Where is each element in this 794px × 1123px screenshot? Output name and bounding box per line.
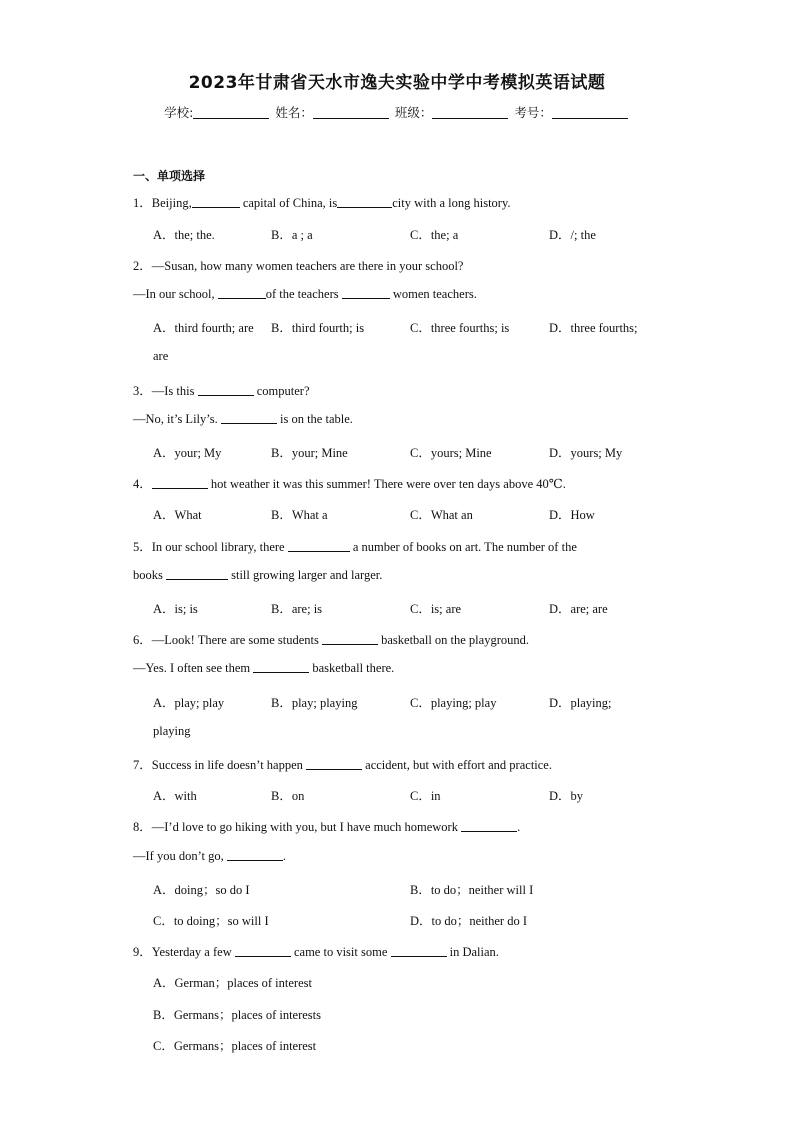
question-number: 4．	[133, 477, 152, 491]
option-4b[interactable]: B．What a	[271, 508, 328, 522]
question-number: 7．	[133, 758, 152, 772]
option-9a[interactable]: A．German；places of interest	[153, 976, 312, 990]
question-2: 2．—Susan, how many women teachers are there in your school?	[133, 259, 464, 273]
option-8c[interactable]: C．to doing；so will I	[153, 914, 269, 928]
option-1a[interactable]: A．the; the.	[153, 228, 215, 242]
question-3: 3．—Is this computer?	[133, 384, 310, 398]
class-blank[interactable]	[432, 106, 508, 119]
option-3a[interactable]: A．your; My	[153, 446, 222, 460]
question-2-reply: —In our school, of the teachers women teachers.	[133, 287, 477, 301]
question-number: 3．	[133, 384, 152, 398]
option-2d-wrap: are	[153, 349, 169, 363]
question-5-cont: books still growing larger and larger.	[133, 568, 383, 582]
school-label: 学校:	[164, 105, 194, 120]
answer-blank	[198, 384, 254, 396]
option-4c[interactable]: C．What an	[410, 508, 473, 522]
option-3b[interactable]: B．your; Mine	[271, 446, 348, 460]
answer-blank	[391, 945, 447, 957]
name-label: 姓名：	[275, 105, 313, 120]
class-label: 班级：	[394, 105, 433, 120]
answer-blank	[166, 568, 228, 580]
question-number: 9．	[133, 945, 152, 959]
option-8d[interactable]: D．to do；neither do I	[410, 914, 527, 928]
option-3c[interactable]: C．yours; Mine	[410, 446, 492, 460]
question-number: 2．	[133, 259, 152, 273]
question-number: 8．	[133, 820, 152, 834]
option-7d[interactable]: D．by	[549, 789, 584, 803]
option-5d[interactable]: D．are; are	[549, 602, 608, 616]
option-6a[interactable]: A．play; play	[153, 696, 225, 710]
option-1c[interactable]: C．the; a	[410, 228, 459, 242]
answer-blank	[342, 287, 390, 299]
answer-blank	[192, 196, 240, 208]
option-6d[interactable]: D．playing;	[549, 696, 612, 710]
answer-blank	[337, 196, 392, 208]
option-3d[interactable]: D．yours; My	[549, 446, 623, 460]
answer-blank	[461, 820, 517, 832]
option-8b[interactable]: B．to do；neither will I	[410, 883, 534, 897]
question-1: 1．Beijing, capital of China, is city with a long history.	[133, 196, 511, 210]
name-blank[interactable]	[313, 106, 389, 119]
option-4d[interactable]: D．How	[549, 508, 595, 522]
option-2a[interactable]: A．third fourth; are	[153, 321, 254, 335]
option-1d[interactable]: D．/; the	[549, 228, 596, 242]
answer-blank	[235, 945, 291, 957]
question-number: 5．	[133, 540, 152, 554]
question-3-reply: —No, it’s Lily’s. is on the table.	[133, 412, 353, 426]
answer-blank	[227, 849, 283, 861]
question-5: 5．In our school library, there a number of books on art. The number of the	[133, 540, 577, 554]
option-7a[interactable]: A．with	[153, 789, 197, 803]
question-9: 9．Yesterday a few came to visit some in Dalian.	[133, 945, 499, 959]
option-6d-wrap: playing	[153, 724, 191, 738]
page-title: 2023年甘肃省天水市逸夫实验中学中考模拟英语试题	[188, 73, 606, 93]
option-5b[interactable]: B．are; is	[271, 602, 323, 616]
option-4a[interactable]: A．What	[153, 508, 202, 522]
answer-blank	[288, 540, 350, 552]
option-7b[interactable]: B．on	[271, 789, 305, 803]
option-6c[interactable]: C．playing; play	[410, 696, 497, 710]
question-6-reply: —Yes. I often see them basketball there.	[133, 661, 395, 675]
question-6: 6．—Look! There are some students basketball on the playground.	[133, 633, 529, 647]
answer-blank	[218, 287, 266, 299]
option-8a[interactable]: A．doing；so do I	[153, 883, 250, 897]
answer-blank	[152, 477, 208, 489]
option-2b[interactable]: B．third fourth; is	[271, 321, 365, 335]
option-7c[interactable]: C．in	[410, 789, 441, 803]
question-4: 4． hot weather it was this summer! There were over ten days above 40℃.	[133, 477, 566, 491]
answer-blank	[253, 661, 309, 673]
id-label: 考号：	[514, 105, 552, 120]
option-9c[interactable]: C．Germans；places of interest	[153, 1039, 317, 1053]
option-9b[interactable]: B．Germans；places of interests	[153, 1008, 322, 1022]
school-blank[interactable]	[193, 106, 269, 119]
option-5c[interactable]: C．is; are	[410, 602, 462, 616]
answer-blank	[221, 412, 277, 424]
id-blank[interactable]	[552, 106, 628, 119]
question-8: 8．—I’d love to go hiking with you, but I have much homework .	[133, 820, 521, 834]
answer-blank	[306, 758, 362, 770]
section-title: 一、单项选择	[133, 169, 206, 183]
option-5a[interactable]: A．is; is	[153, 602, 198, 616]
question-number: 6．	[133, 633, 152, 647]
option-6b[interactable]: B．play; playing	[271, 696, 358, 710]
answer-blank	[322, 633, 378, 645]
option-2d[interactable]: D．three fourths;	[549, 321, 638, 335]
option-2c[interactable]: C．three fourths; is	[410, 321, 510, 335]
question-number: 1．	[133, 196, 152, 210]
student-info-line	[0, 103, 794, 121]
option-1b[interactable]: B．a ; a	[271, 228, 313, 242]
question-7: 7．Success in life doesn’t happen accident, but with effort and practice.	[133, 758, 552, 772]
question-8-reply: —If you don’t go, .	[133, 849, 286, 863]
